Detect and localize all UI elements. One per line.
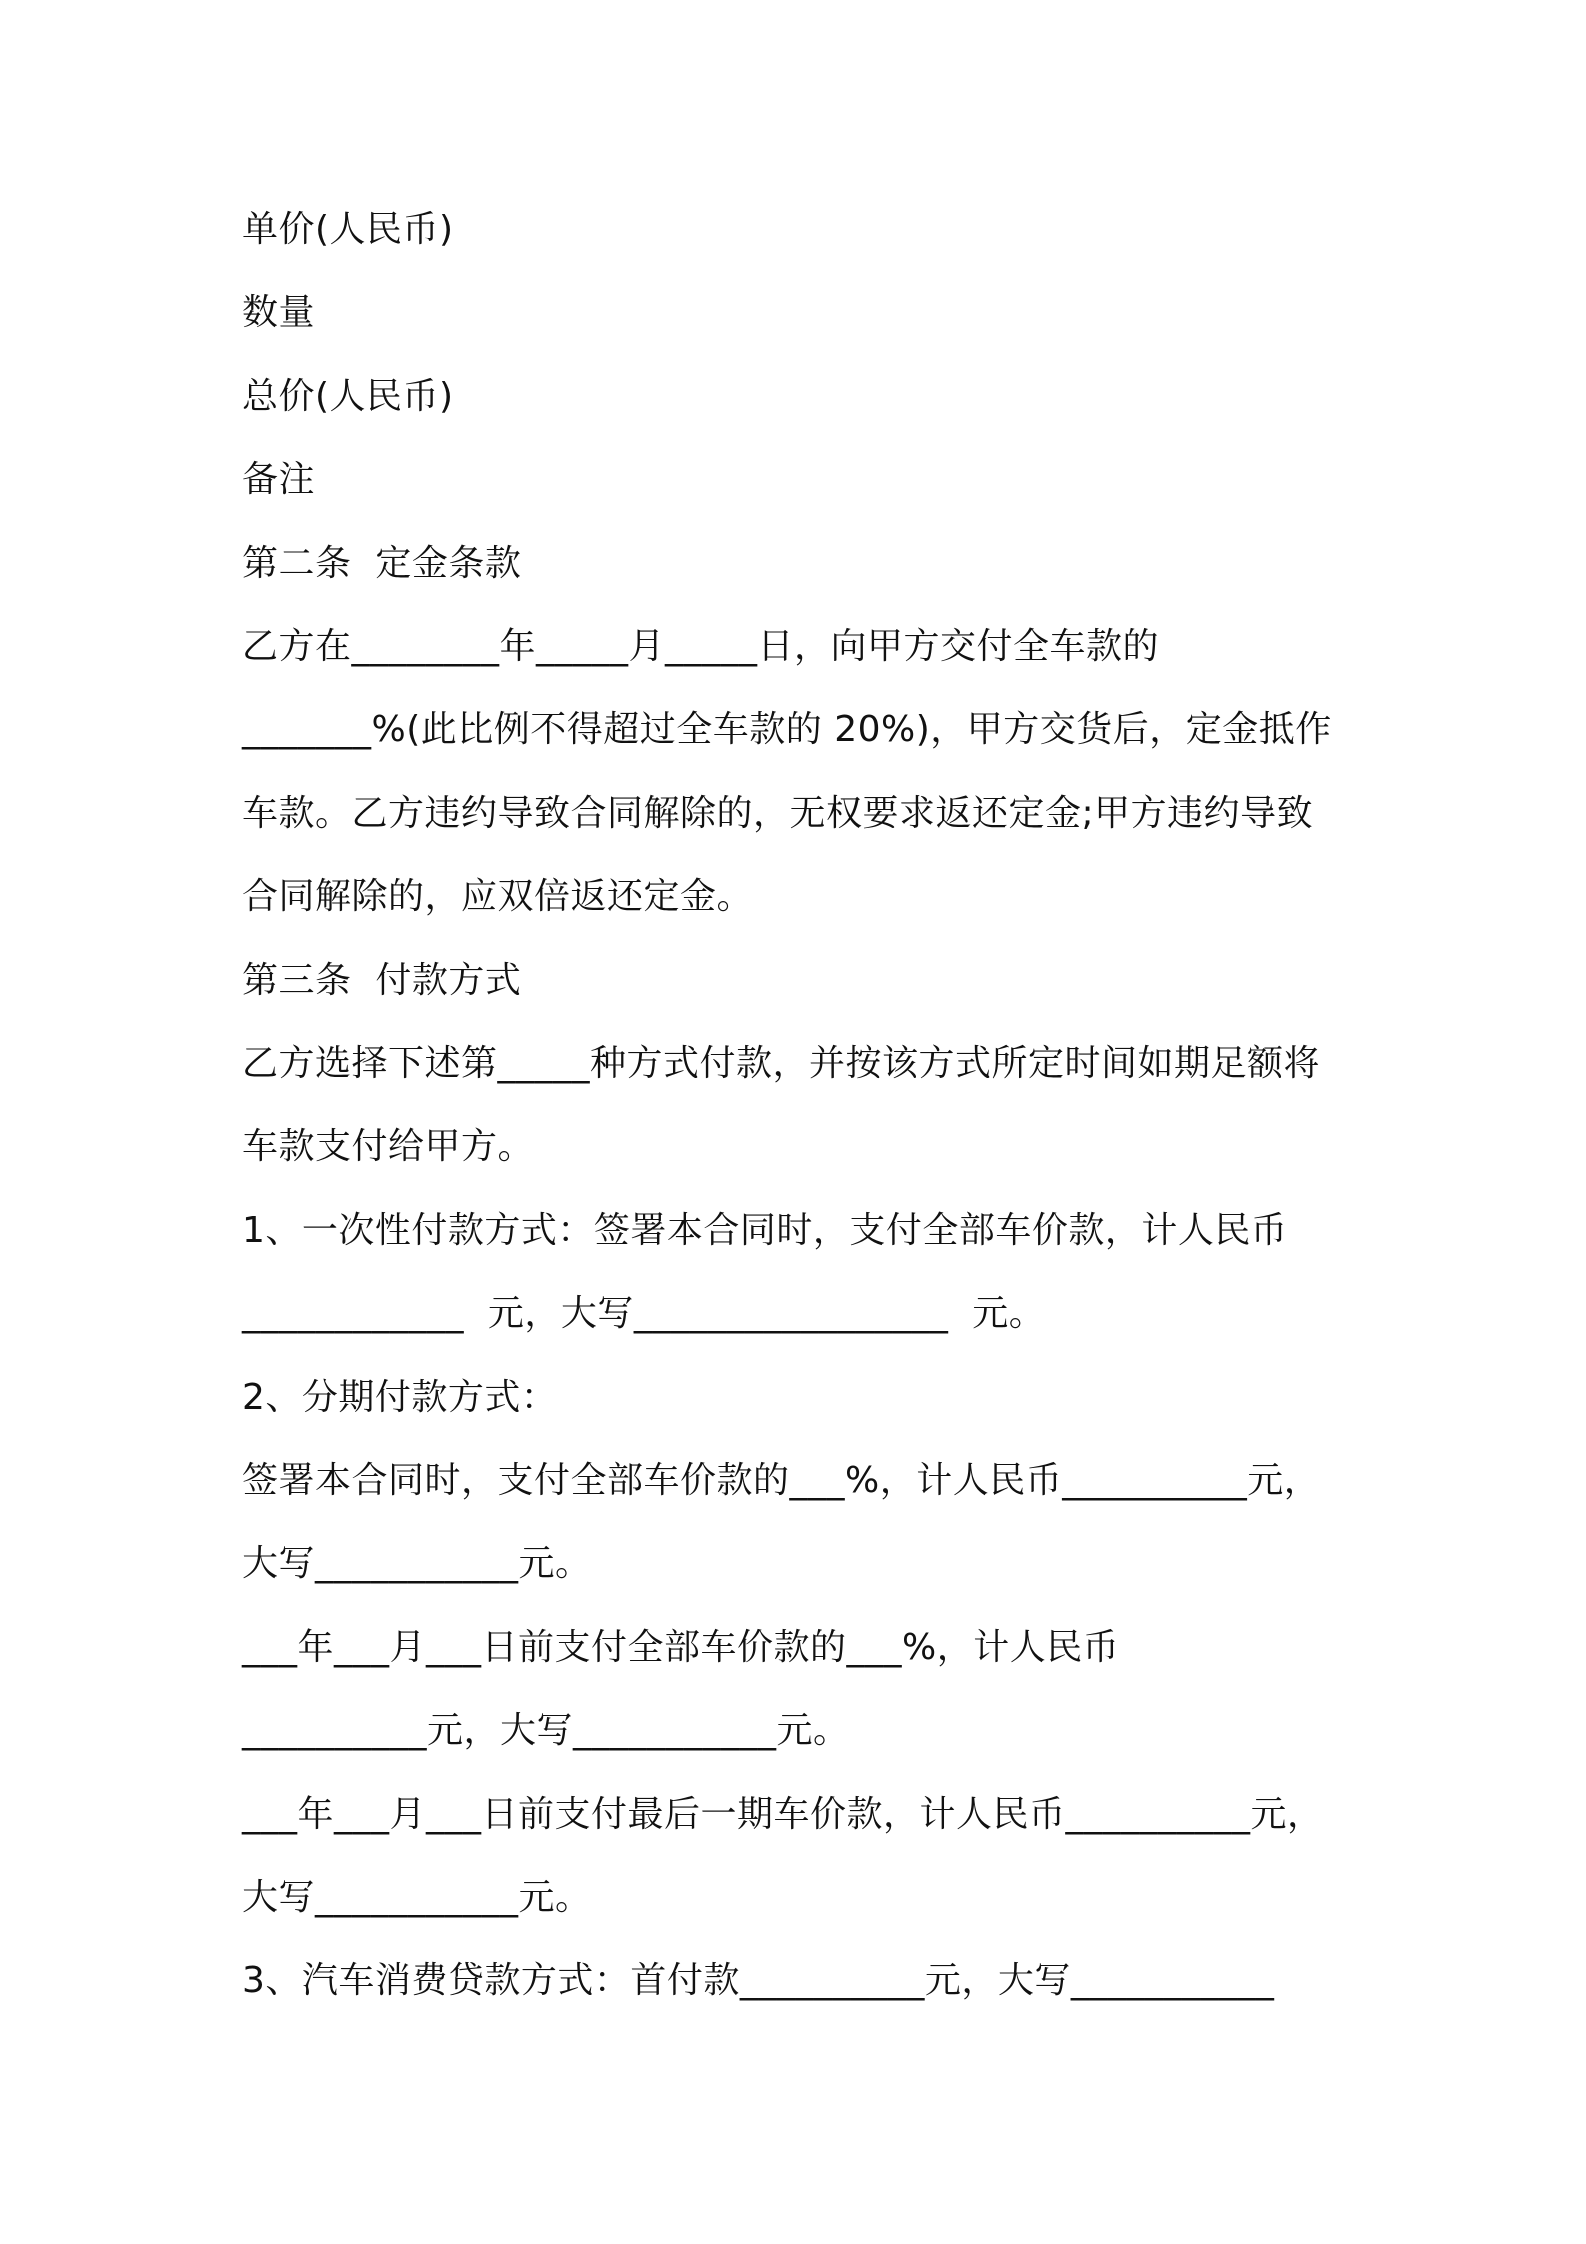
item-total-price: 总价(人民币) bbox=[242, 376, 454, 417]
deposit-clause-line: _______%(此比例不得超过全车款的 20%)，甲方交货后，定金抵作 bbox=[242, 709, 1332, 750]
payment-clause-line: 车款支付给甲方。 bbox=[242, 1126, 535, 1167]
installment-line: ___年___月___日前支付最后一期车价款，计人民币__________元， bbox=[242, 1794, 1324, 1835]
deposit-clause-line: 乙方在________年_____月_____日，向甲方交付全车款的 bbox=[242, 626, 1160, 667]
installment-line: __________元，大写___________元。 bbox=[242, 1710, 850, 1751]
payment-clause-line: 乙方选择下述第_____种方式付款，并按该方式所定时间如期足额将 bbox=[242, 1043, 1321, 1084]
payment-option-1: 1、一次性付款方式：签署本合同时，支付全部车价款，计人民币 bbox=[242, 1210, 1288, 1251]
article-2-heading: 第二条 定金条款 bbox=[242, 543, 522, 584]
installment-line: ___年___月___日前支付全部车价款的___%，计人民币 bbox=[242, 1627, 1120, 1668]
article-3-heading: 第三条 付款方式 bbox=[242, 960, 522, 1001]
item-remarks: 备注 bbox=[242, 459, 316, 500]
deposit-clause-line: 合同解除的，应双倍返还定金。 bbox=[242, 876, 754, 917]
payment-option-1-amount: ____________ 元，大写_________________ 元。 bbox=[242, 1293, 1046, 1334]
deposit-clause-line: 车款。乙方违约导致合同解除的，无权要求返还定金;甲方违约导致 bbox=[242, 793, 1314, 834]
payment-option-3: 3、汽车消费贷款方式：首付款__________元，大写___________ bbox=[242, 1960, 1275, 2001]
item-unit-price: 单价(人民币) bbox=[242, 209, 454, 250]
item-quantity: 数量 bbox=[242, 292, 316, 333]
installment-line: 签署本合同时，支付全部车价款的___%，计人民币__________元， bbox=[242, 1460, 1321, 1501]
payment-option-2: 2、分期付款方式： bbox=[242, 1377, 558, 1418]
installment-line: 大写___________元。 bbox=[242, 1543, 592, 1584]
installment-line: 大写___________元。 bbox=[242, 1877, 592, 1918]
